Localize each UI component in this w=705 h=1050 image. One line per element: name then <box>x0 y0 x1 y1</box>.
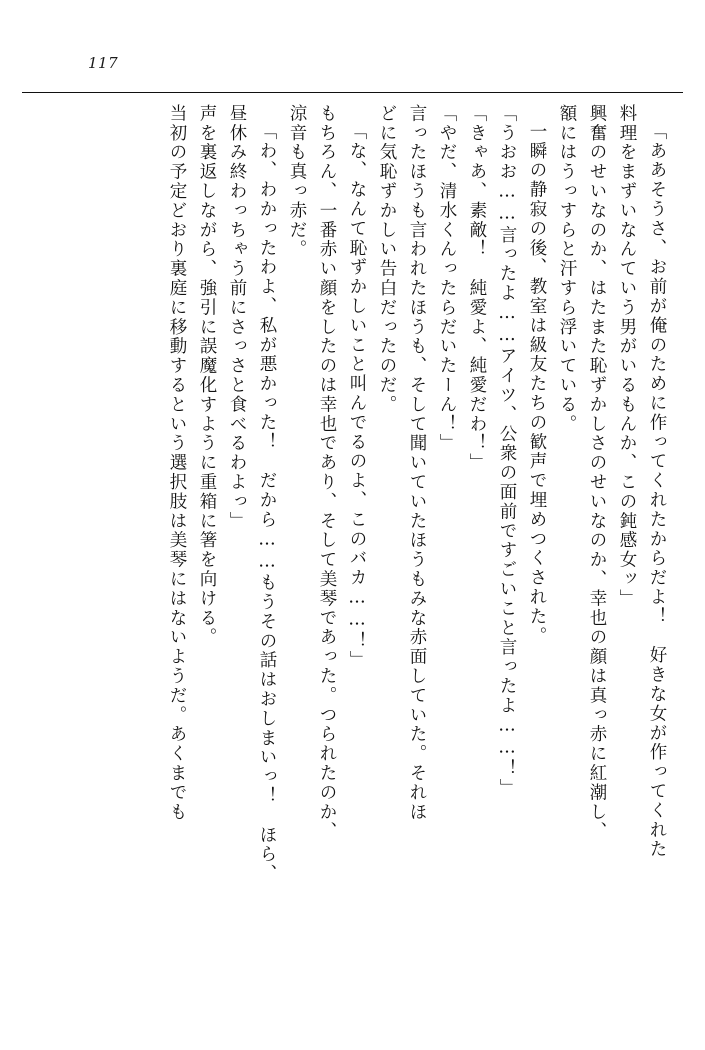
text-line: 涼音も真っ赤だ。 <box>287 104 307 260</box>
text-line: 「わ、わかったわよ、私が悪かった！ だから……もうその話はおしまいっ！ ほら、 <box>257 122 277 884</box>
text-line: 当初の予定どおり裏庭に移動するという選択肢は美琴にはないようだ。あくまでも <box>167 104 187 822</box>
text-line: 「やだ、清水くんったらだいたーん！」 <box>437 104 457 454</box>
text-line: 昼休み終わっちゃう前にさっさと食べるわよっ」 <box>227 104 247 531</box>
text-line: 声を裏返しながら、強引に誤魔化すように重箱に箸を向ける。 <box>197 104 217 648</box>
text-line: 料理をまずいなんていう男がいるもんか、この鈍感女ッ」 <box>617 104 637 609</box>
page-number: 117 <box>88 54 119 72</box>
text-line: もちろん、一番赤い顔をしたのは幸也であり、そして美琴であった。つられたのか、 <box>317 104 337 842</box>
text-line: 「な、なんて恥ずかしいこと叫んでるのよ、このバカ……！」 <box>347 122 367 671</box>
text-line: 言ったほうも言われたほうも、そして聞いていたほうもみな赤面していた。それほ <box>407 104 427 822</box>
text-line: 「ああそうさ、お前が俺のために作ってくれたからだよ！ 好きな女が作ってくれた <box>647 122 667 860</box>
page-top-rule <box>22 92 683 93</box>
text-line: 「きゃあ、素敵！ 純愛よ、純愛だわ！」 <box>467 104 487 473</box>
text-line: 額にはうっすらと汗すら浮いている。 <box>557 104 577 434</box>
vertical-text-block <box>40 104 665 974</box>
text-line: 興奮のせいなのか、はたまた恥ずかしさのせいなのか、幸也の顔は真っ赤に紅潮し、 <box>587 104 607 842</box>
text-line: どに気恥ずかしい告白だったのだ。 <box>377 104 397 415</box>
text-line: 一瞬の静寂の後、教室は級友たちの歓声で埋めつくされた。 <box>527 122 547 646</box>
text-line: 「うおお……言ったよ……アイツ、公衆の面前ですごいこと言ったよ……！」 <box>497 104 517 798</box>
